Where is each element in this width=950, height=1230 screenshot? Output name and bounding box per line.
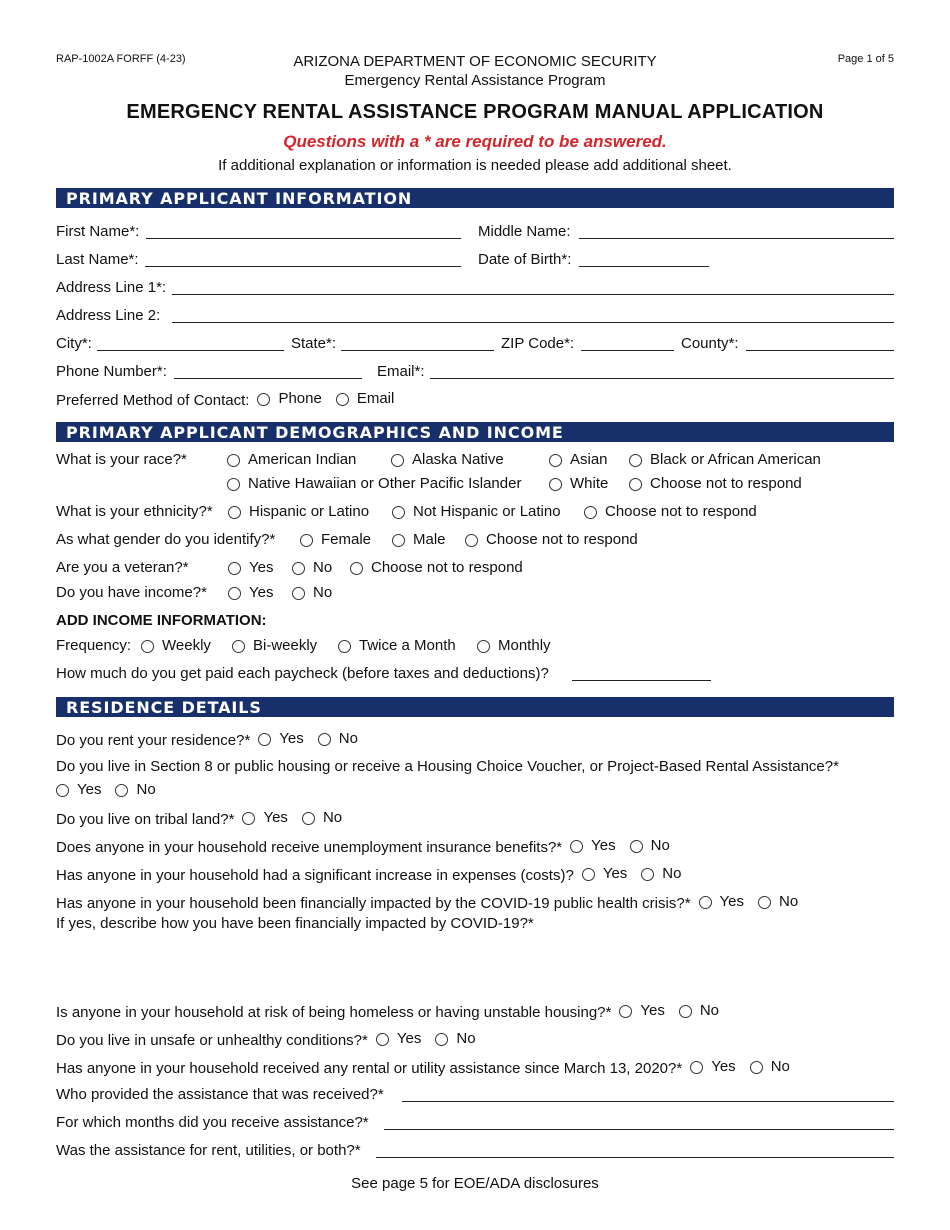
veteran-decline-option[interactable]: Choose not to respond [350,559,523,576]
who-provided-label: Who provided the assistance that was received?* [56,1086,384,1103]
unemployment-yes-option[interactable]: Yes [570,837,615,854]
ethnicity-option[interactable]: Not Hispanic or Latino [392,503,561,520]
unsafe-yes-option[interactable]: Yes [376,1030,421,1047]
county-field[interactable] [746,350,894,351]
race-option[interactable]: White [549,475,608,492]
unemployment-row [56,837,670,856]
zip-label: ZIP Code*: [501,335,575,352]
phone-label: Phone Number*: [56,363,167,380]
radio-icon[interactable] [391,454,404,467]
income-no-option[interactable]: No [292,584,332,601]
veteran-no-option[interactable]: No [292,559,332,576]
state-field[interactable] [341,350,494,351]
page-number: Page 1 of 5 [837,53,894,65]
form-code: RAP-1002A FORFF (4-23) [56,53,186,65]
radio-icon[interactable] [699,896,712,909]
assistance-row [56,1058,790,1077]
rent-yes-option[interactable]: Yes [258,730,303,747]
gender-option[interactable]: Female [300,531,371,548]
expenses-no-option[interactable]: No [641,865,681,882]
expenses-yes-option[interactable]: Yes [582,865,627,882]
section-header-primary [56,188,894,208]
radio-icon[interactable] [758,896,771,909]
expenses-row [56,865,681,884]
homeless-row [56,1002,719,1021]
section-title: PRIMARY APPLICANT INFORMATION [66,189,413,208]
covid-no-option[interactable]: No [758,893,798,910]
contact-email-option[interactable]: Email [336,390,395,407]
assistance-question: Has anyone in your household received any rental or utility assistance since March 13, 2020?* [56,1060,683,1077]
assistance-no-option[interactable]: No [750,1058,790,1075]
address2-field[interactable] [172,322,894,323]
section-header-demographics [56,422,894,442]
radio-icon[interactable] [227,478,240,491]
race-option[interactable]: Choose not to respond [629,475,802,492]
address1-label: Address Line 1*: [56,279,167,296]
months-label: For which months did you receive assistance?* [56,1114,369,1131]
dob-label: Date of Birth*: [478,251,572,268]
first-name-field[interactable] [146,238,461,239]
section-title: PRIMARY APPLICANT DEMOGRAPHICS AND INCOME [66,423,564,442]
city-label: City*: [56,335,92,352]
radio-icon[interactable] [477,640,490,653]
middle-name-field[interactable] [579,238,894,239]
covid-describe-prompt: If yes, describe how you have been financially impacted by COVID-19?* [56,915,534,932]
assistance-type-label: Was the assistance for rent, utilities, or both?* [56,1142,361,1159]
radio-icon[interactable] [750,1061,763,1074]
last-name-label: Last Name*: [56,251,139,268]
unemployment-question: Does anyone in your household receive unemployment insurance benefits?* [56,839,563,856]
phone-field[interactable] [174,378,362,379]
covid-yes-option[interactable]: Yes [699,893,744,910]
assistance-type-field[interactable] [376,1157,894,1158]
radio-icon[interactable] [630,840,643,853]
race-option[interactable]: Native Hawaiian or Other Pacific Islander [227,475,521,492]
section8-yes-option[interactable]: Yes [56,781,101,798]
zip-field[interactable] [581,350,674,351]
dob-field[interactable] [579,266,709,267]
covid-row [56,893,798,912]
homeless-question: Is anyone in your household at risk of being homeless or having unstable housing?* [56,1004,612,1021]
rent-question: Do you rent your residence?* [56,732,251,749]
footer-note: See page 5 for EOE/ADA disclosures [351,1175,599,1192]
extra-note: If additional explanation or information is needed please add additional sheet. [218,157,732,174]
radio-icon[interactable] [292,562,305,575]
radio-icon[interactable] [629,454,642,467]
radio-icon[interactable] [619,1005,632,1018]
covid-describe-area[interactable] [56,937,894,993]
race-option[interactable]: Alaska Native [391,451,504,468]
radio-icon[interactable] [584,506,597,519]
radio-icon[interactable] [115,784,128,797]
frequency-option[interactable]: Weekly [141,637,211,654]
race-option[interactable]: American Indian [227,451,356,468]
radio-icon[interactable] [227,454,240,467]
radio-icon[interactable] [570,840,583,853]
middle-name-label: Middle Name: [478,223,571,240]
income-yes-option[interactable]: Yes [228,584,273,601]
rent-row [56,730,358,749]
radio-icon[interactable] [292,587,305,600]
radio-icon[interactable] [690,1061,703,1074]
radio-icon[interactable] [318,733,331,746]
radio-icon[interactable] [549,478,562,491]
homeless-yes-option[interactable]: Yes [619,1002,664,1019]
last-name-field[interactable] [145,266,461,267]
contact-method-row [56,390,394,409]
tribal-no-option[interactable]: No [302,809,342,826]
income-question: Do you have income?* [56,584,207,601]
radio-icon[interactable] [242,812,255,825]
race-option[interactable]: Asian [549,451,608,468]
section-title: RESIDENCE DETAILS [66,698,262,717]
radio-icon[interactable] [232,640,245,653]
expenses-question: Has anyone in your household had a significant increase in expenses (costs)? [56,867,574,884]
radio-icon[interactable] [56,784,69,797]
contact-method-label: Preferred Method of Contact: [56,392,250,409]
frequency-label: Frequency: [56,637,132,654]
frequency-option[interactable]: Twice a Month [338,637,456,654]
ethnicity-option[interactable]: Choose not to respond [584,503,757,520]
homeless-no-option[interactable]: No [679,1002,719,1019]
radio-icon[interactable] [302,812,315,825]
agency-name: ARIZONA DEPARTMENT OF ECONOMIC SECURITY [293,53,657,70]
radio-icon[interactable] [392,506,405,519]
frequency-option[interactable]: Monthly [477,637,551,654]
race-question: What is your race?* [56,451,187,468]
contact-phone-option[interactable]: Phone [257,390,321,407]
radio-icon[interactable] [549,454,562,467]
section8-question: Do you live in Section 8 or public housing or receive a Housing Choice Voucher, or Project-Based Rental Assistance?* [56,758,839,775]
radio-icon[interactable] [679,1005,692,1018]
page-title: EMERGENCY RENTAL ASSISTANCE PROGRAM MANUAL APPLICATION [126,101,824,123]
unsafe-no-option[interactable]: No [435,1030,475,1047]
rent-no-option[interactable]: No [318,730,358,747]
covid-question: Has anyone in your household been financially impacted by the COVID-19 public health crisis?* [56,895,691,912]
tribal-yes-option[interactable]: Yes [242,809,287,826]
veteran-question: Are you a veteran?* [56,559,189,576]
first-name-label: First Name*: [56,223,140,240]
who-provided-field[interactable] [402,1101,894,1102]
tribal-row [56,809,342,828]
paycheck-question: How much do you get paid each paycheck (before taxes and deductions)? [56,665,549,682]
address2-label: Address Line 2: [56,307,161,324]
radio-icon[interactable] [435,1033,448,1046]
radio-icon[interactable] [629,478,642,491]
radio-icon[interactable] [300,534,313,547]
race-option[interactable]: Black or African American [629,451,821,468]
radio-icon[interactable] [228,562,241,575]
radio-icon[interactable] [392,534,405,547]
radio-icon[interactable] [350,562,363,575]
frequency-option[interactable]: Bi-weekly [232,637,317,654]
radio-icon[interactable] [465,534,478,547]
required-note: Questions with a * are required to be answered. [283,132,667,151]
paycheck-field[interactable] [572,680,711,681]
county-label: County*: [681,335,739,352]
radio-icon[interactable] [376,1033,389,1046]
ethnicity-question: What is your ethnicity?* [56,503,213,520]
gender-option[interactable]: Male [392,531,446,548]
radio-icon[interactable] [228,506,241,519]
unsafe-row [56,1030,476,1049]
unsafe-question: Do you live in unsafe or unhealthy conditions?* [56,1032,368,1049]
radio-icon[interactable] [641,868,654,881]
veteran-yes-option[interactable]: Yes [228,559,273,576]
program-name: Emergency Rental Assistance Program [344,72,606,89]
gender-question: As what gender do you identify?* [56,531,276,548]
tribal-question: Do you live on tribal land?* [56,811,235,828]
email-field[interactable] [430,378,894,379]
email-label: Email*: [377,363,425,380]
ethnicity-option[interactable]: Hispanic or Latino [228,503,369,520]
radio-icon[interactable] [582,868,595,881]
section-header-residence [56,697,894,717]
state-label: State*: [291,335,337,352]
radio-icon[interactable] [336,393,349,406]
section8-options [56,781,156,798]
assistance-yes-option[interactable]: Yes [690,1058,735,1075]
section8-no-option[interactable]: No [115,781,155,798]
radio-icon[interactable] [228,587,241,600]
unemployment-no-option[interactable]: No [630,837,670,854]
radio-icon[interactable] [257,393,270,406]
address1-field[interactable] [172,294,894,295]
months-field[interactable] [384,1129,894,1130]
city-field[interactable] [97,350,284,351]
radio-icon[interactable] [141,640,154,653]
radio-icon[interactable] [258,733,271,746]
radio-icon[interactable] [338,640,351,653]
gender-option[interactable]: Choose not to respond [465,531,638,548]
add-income-heading: ADD INCOME INFORMATION: [56,612,267,629]
